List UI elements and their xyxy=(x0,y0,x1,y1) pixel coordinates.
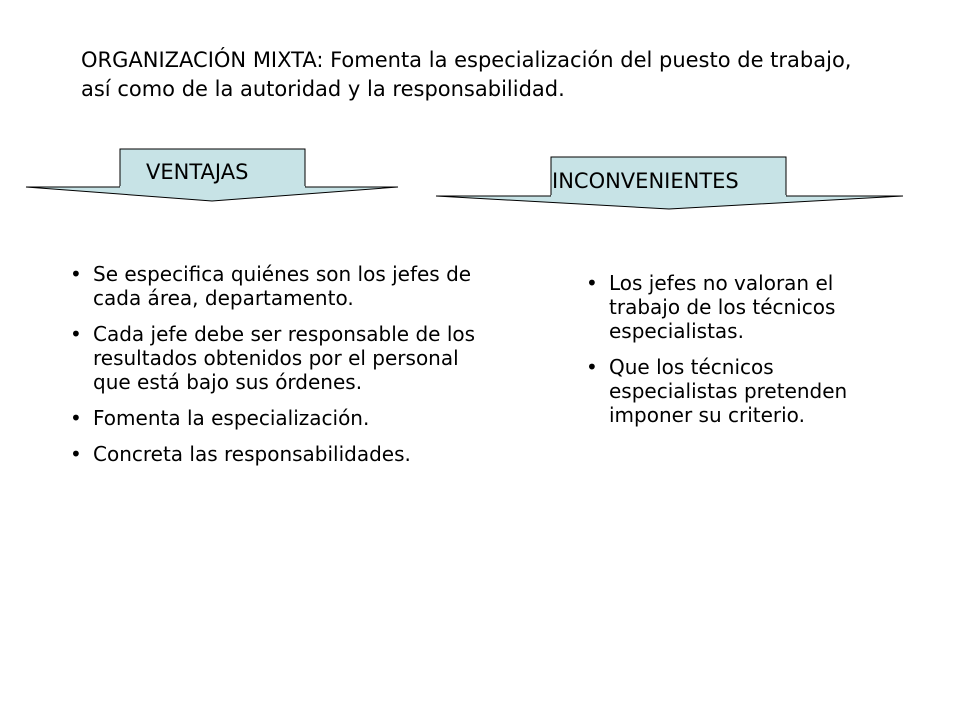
bullet-icon: • xyxy=(70,262,82,286)
ventajas-list xyxy=(62,262,487,478)
ventajas-label: VENTAJAS xyxy=(146,160,249,184)
list-item: • Fomenta la especialización. xyxy=(70,406,370,430)
bullet-icon: • xyxy=(586,355,598,379)
bullet-icon: • xyxy=(70,442,82,466)
list-item: • Los jefes no valoran el trabajo de los técnicos especialistas. xyxy=(586,271,836,343)
slide-title: ORGANIZACIÓN MIXTA: Fomenta la especialización del puesto de trabajo, así como de la autoridad y la responsabilidad. xyxy=(81,48,852,101)
inconvenientes-list xyxy=(578,271,908,439)
list-item: • Cada jefe debe ser responsable de los resultados obtenidos por el personal que está bajo sus órdenes. xyxy=(70,322,476,394)
list-item: • Que los técnicos especialistas pretenden imponer su criterio. xyxy=(586,355,848,427)
inconvenientes-label: INCONVENIENTES xyxy=(552,169,739,193)
bullet-icon: • xyxy=(70,406,82,430)
bullet-icon: • xyxy=(70,322,82,346)
list-item: • Se especifica quiénes son los jefes de cada área, departamento. xyxy=(70,262,472,310)
list-item: • Concreta las responsabilidades. xyxy=(70,442,411,466)
bullet-icon: • xyxy=(586,271,598,295)
